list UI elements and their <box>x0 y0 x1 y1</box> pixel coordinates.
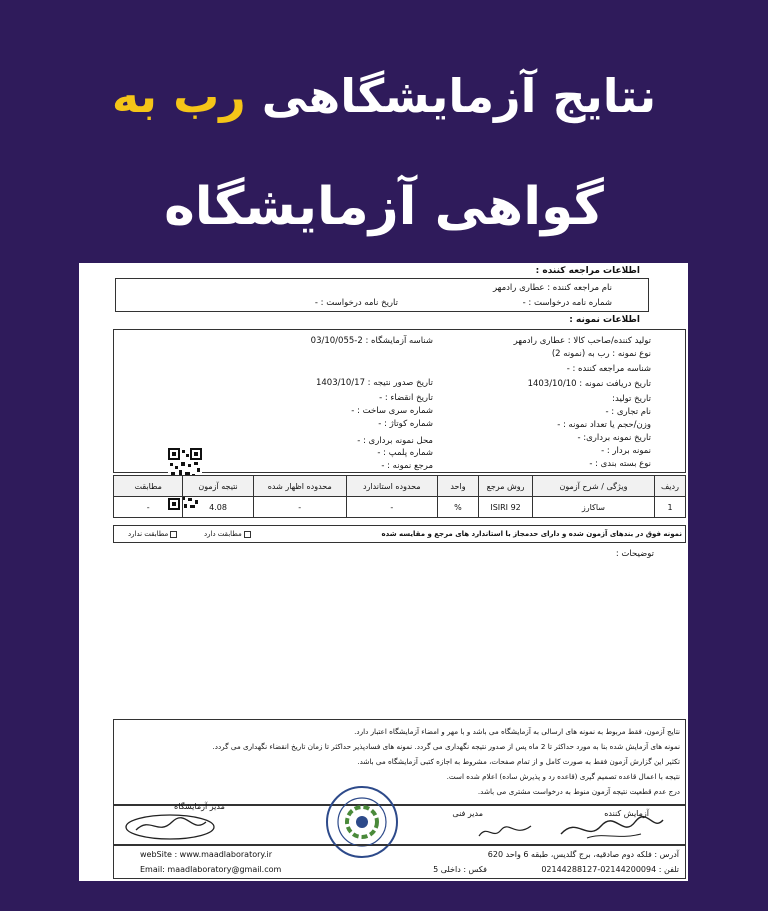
tech-manager-label: مدیر فنی <box>452 809 483 818</box>
requester-id: شناسه مراجعه کننده : - <box>566 364 651 374</box>
note-4: نتیجه با اعمال قاعده تصمیم گیری (قاعده رد و پذیرش ساده) اعلام شده است. <box>446 772 680 781</box>
cell-result: 4.08 <box>183 497 253 518</box>
not-conforms-checkbox[interactable] <box>170 531 177 538</box>
cell-method: ISIRI 92 <box>479 497 533 518</box>
headline-accent: رب به <box>111 69 246 123</box>
receiver-signature-icon <box>557 812 667 844</box>
requester-section-title: اطلاعات مراجعه کننده : <box>535 266 640 276</box>
note-3: تکثیر این گزارش آزمون فقط به صورت کامل و از تمام صفحات، مشروط به اجازه کتبی آزمایشگاه می باشد. <box>357 757 680 766</box>
note-1: نتایج آزمون، فقط مربوط به نمونه های ارسالی به آزمایشگاه می باشد و با مهر و امضاء آزمایشگاه اعتبار دارد. <box>354 727 680 736</box>
result-date: تاریخ صدور نتیجه : 1403/10/17 <box>315 378 433 388</box>
conforms-checkbox[interactable] <box>244 531 251 538</box>
batch-no: شماره سری ساخت : - <box>351 406 433 416</box>
col-row: ردیف <box>654 476 685 497</box>
receiver-label: آزمایش کننده <box>604 809 649 818</box>
production-date: تاریخ تولید: <box>612 394 651 404</box>
not-conforms-option[interactable] <box>128 530 177 538</box>
cell-test: ساکارز <box>532 497 654 518</box>
note-5: درج عدم قطعیت نتیجه آزمون منوط به درخواست مشتری می باشد. <box>477 787 680 796</box>
col-conformity: مطابقت <box>114 476 183 497</box>
table-header-row <box>114 476 686 497</box>
request-letter-no: شماره نامه درخواست : - <box>522 298 612 308</box>
col-unit: واحد <box>437 476 478 497</box>
packaging: نوع بسته بندی : - <box>589 459 651 469</box>
producer: تولید کننده/صاحب کالا : عطاری رادمهر <box>513 336 651 346</box>
signatures-box <box>113 802 686 845</box>
conformity-statement: نمونه فوق در بندهای آزمون شده و دارای حدمجاز با استاندارد های مرجع و مقایسه شده <box>381 530 682 538</box>
footer-fax: فکس : داخلی 5 <box>433 865 487 874</box>
conforms-label: مطابقت دارد <box>204 530 242 538</box>
cell-conformity: - <box>114 497 183 518</box>
col-result: نتیجه آزمون <box>183 476 253 497</box>
col-standard-range: محدوده استاندارد <box>346 476 437 497</box>
conformity-box <box>113 525 686 543</box>
remarks-label: توضیحات : <box>615 549 654 559</box>
lab-id: شناسه آزمایشگاه : 2-03/10/055 <box>310 336 433 346</box>
footer-phone: تلفن : 02144200094-02144288127 <box>541 865 679 874</box>
results-table <box>113 475 686 518</box>
sample-section-title: اطلاعات نمونه : <box>569 315 640 325</box>
lab-manager-signature-icon <box>122 810 218 842</box>
cell-standard-range: - <box>346 497 437 518</box>
footer-website[interactable]: webSite : www.maadlaboratory.ir <box>140 850 273 859</box>
sample-box <box>113 329 686 473</box>
table-row <box>114 497 686 518</box>
headline-line-2: گواهی آزمایشگاه <box>164 177 604 237</box>
requester-box <box>115 278 649 312</box>
brand: نام تجاری : - <box>605 407 651 417</box>
headline-line-1 <box>0 66 768 126</box>
request-letter-date: تاریخ نامه درخواست : - <box>314 298 398 308</box>
lab-manager-label: مدیر آزمایشگاه <box>174 802 225 811</box>
expiry-date: تاریخ انقضاء : - <box>379 393 433 403</box>
seal-no: شماره پلمپ : - <box>377 448 433 458</box>
weight: وزن/حجم یا تعداد نمونه : - <box>557 420 651 430</box>
tech-manager-signature-icon <box>475 818 535 844</box>
cell-row: 1 <box>654 497 685 518</box>
not-conforms-label: مطابقت ندارد <box>128 530 169 538</box>
code-no: شماره کوتاژ : - <box>378 419 433 429</box>
footer-address: آدرس : فلکه دوم صادقیه، برج گلدیس، طبقه 6 واحد 620 <box>487 850 679 859</box>
requester-name: نام مراجعه کننده : عطاری رادمهر <box>492 283 612 293</box>
sample-ref: مرجع نمونه : - <box>381 461 433 471</box>
cell-declared-range: - <box>253 497 346 518</box>
col-method: روش مرجع <box>479 476 533 497</box>
sampling-date: تاریخ نمونه برداری: - <box>577 433 651 443</box>
footer-email[interactable]: Email: maadlaboratory@gmail.com <box>140 865 282 874</box>
sampler: نمونه بردار : - <box>601 446 651 456</box>
receive-date: تاریخ دریافت نمونه : 1403/10/10 <box>527 379 651 389</box>
cell-unit: % <box>437 497 478 518</box>
sample-type: نوع نمونه : رب به (نمونه 2) <box>551 349 651 359</box>
lab-certificate <box>79 263 688 881</box>
headline-main: نتایج آزمایشگاهی <box>261 69 657 123</box>
conforms-option[interactable] <box>204 530 251 538</box>
col-declared-range: محدوده اظهار شده <box>253 476 346 497</box>
note-2: نمونه های آزمایش شده بنا به مورد حداکثر تا 2 ماه پس از صدور نتیجه نگهداری می گردد. نمونه های فسادپذیر حداکثر تا زمان تاریخ انقضاء نگهداری می گردد. <box>212 742 680 751</box>
footer-box <box>113 845 686 879</box>
col-test: ویژگی / شرح آزمون <box>532 476 654 497</box>
sampling-place: محل نمونه برداری : - <box>357 436 433 446</box>
